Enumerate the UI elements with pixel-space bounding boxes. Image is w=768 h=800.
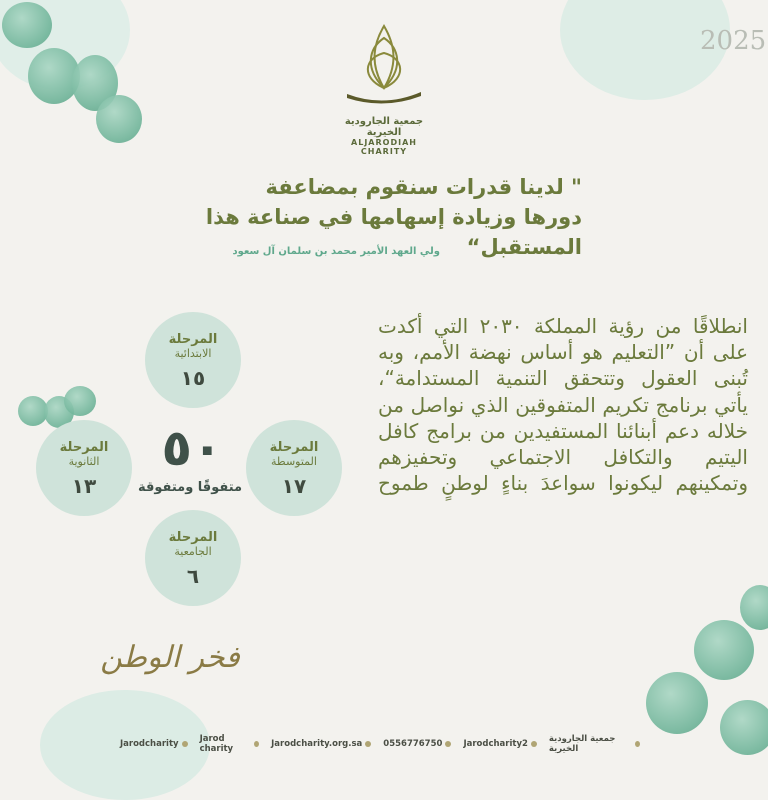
leaf-decoration	[96, 95, 142, 143]
footer-twitter[interactable]	[463, 739, 536, 749]
stage-title: المرحلة	[59, 440, 109, 455]
year-mark: 2025	[700, 26, 767, 56]
footer-facebook[interactable]	[549, 734, 640, 754]
quote-author: ولي العهد الأمير محمد بن سلمان آل سعود	[232, 246, 440, 257]
leaf-decoration	[2, 2, 52, 48]
stage-value: ١٥	[180, 366, 206, 390]
whatsapp-icon	[445, 741, 451, 747]
stage-subtitle: المتوسطة	[271, 455, 317, 468]
logo-arabic-name: جمعية الجارودية الخيرية	[344, 116, 424, 138]
stage-subtitle: الابتدائية	[174, 347, 212, 360]
footer-text: Jarodcharity	[120, 739, 179, 749]
stage-title: المرحلة	[168, 530, 218, 545]
leaf-decoration	[740, 585, 768, 630]
globe-icon	[365, 741, 371, 747]
footer-snapchat[interactable]	[200, 734, 260, 754]
instagram-icon	[182, 741, 188, 747]
stage-subtitle: الجامعية	[174, 545, 212, 558]
stage-secondary	[36, 420, 132, 516]
stage-subtitle: الثانوية	[68, 455, 100, 468]
facebook-icon	[635, 741, 640, 747]
logo	[330, 18, 438, 156]
stage-value: ١٣	[71, 474, 97, 498]
quote-text: " لدينا قدرات سنقوم بمضاعفة دورها وزيادة إسهامها في صناعة هذا المستقبل“	[205, 175, 582, 259]
logo-english-name: ALJARODIAH CHARITY	[351, 138, 417, 156]
logo-emblem-icon	[339, 18, 429, 108]
stage-value: ١٧	[281, 474, 307, 498]
footer-instagram[interactable]	[120, 739, 188, 749]
stage-intermediate	[246, 420, 342, 516]
footer-whatsapp[interactable]	[383, 739, 451, 749]
total-label: متفوقًا ومتفوقة	[137, 480, 243, 495]
stage-value: ٦	[186, 564, 200, 588]
stage-title: المرحلة	[168, 332, 218, 347]
footer-text: 0556776750	[383, 739, 443, 749]
leaf-decoration	[64, 386, 96, 416]
leaf-decoration	[694, 620, 754, 680]
leaf-decoration	[646, 672, 708, 734]
twitter-icon	[531, 741, 537, 747]
footer-website[interactable]	[271, 739, 371, 749]
leaf-decoration	[720, 700, 768, 755]
total-count: ٥٠	[161, 419, 223, 477]
stage-primary	[145, 312, 241, 408]
footer-text: Jarodcharity2	[463, 739, 528, 749]
footer-text: Jarodcharity.org.sa	[271, 739, 363, 749]
footer-text: Jarod charity	[199, 734, 234, 754]
body-paragraph: انطلاقًا من رؤية المملكة ٢٠٣٠ التي أكدت على أن ”التعليم هو أساس نهضة الأمم، وبه تُبنى العقول وتتحقق التنمية المستدامة“، يأتي برنامج تكريم المتفوقين الذي نواصل من خلاله دعم أبنائنا المستفيدين من برامج كافل اليتيم والتكافل الاجتماعي وتحفيزهم وتمكينهم ليكونوا سواعدَ بناءٍ لوطنٍ طموح	[378, 314, 748, 496]
stage-university	[145, 510, 241, 606]
stage-title: المرحلة	[269, 440, 319, 455]
footer-text: جمعية الجارودية الخيرية	[548, 734, 616, 754]
footer-contacts	[120, 734, 640, 754]
snapchat-icon	[254, 741, 259, 747]
calligraphy-logo: فخر الوطن	[100, 640, 240, 675]
